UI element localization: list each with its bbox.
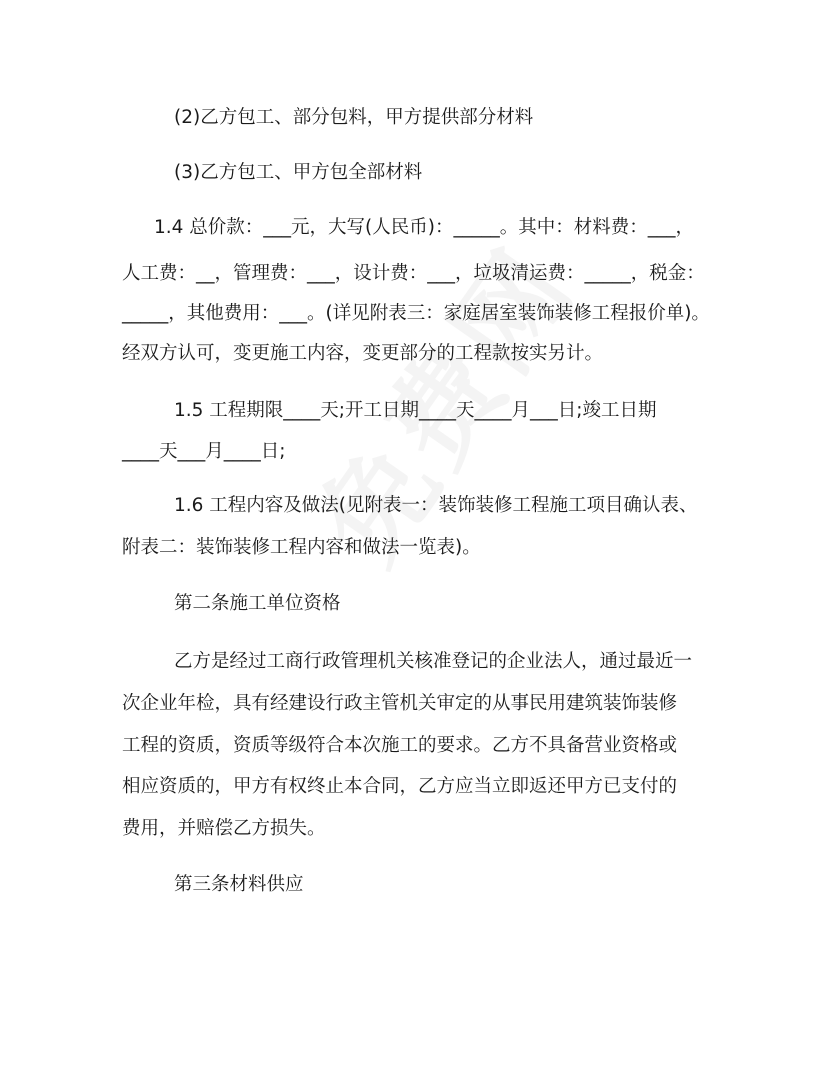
article-2-para-line-1: 乙方是经过工商行政管理机关核准登记的企业法人，通过最近一 [174, 651, 693, 672]
article-2-para-line-5: 费用，并赔偿乙方损失。 [122, 818, 326, 839]
clause-1-4-line-4: 经双方认可，变更施工内容，变更部分的工程款按实另计。 [122, 343, 604, 364]
clause-1-4-line-2: 人工费：__，管理费：___，设计费：___，垃圾清运费：_____，税金： [122, 263, 705, 284]
clause-1-5-line-2: ____天___月____日; [122, 441, 286, 462]
article-2-heading: 第二条施工单位资格 [174, 593, 341, 614]
article-2-para-line-4: 相应资质的，甲方有权终止本合同，乙方应当立即返还甲方已支付的 [122, 776, 678, 797]
clause-1-4-line-1: 1.4 总价款：___元，大写(人民币)：_____。其中：材料费：___， [154, 217, 694, 238]
contract-option-2: (2)乙方包工、部分包料，甲方提供部分材料 [174, 107, 534, 128]
article-2-para-line-2: 次企业年检，具有经建设行政主管机关审定的从事民用建筑装饰装修 [122, 693, 678, 714]
clause-1-5-line-1: 1.5 工程期限____天;开工日期____天____月___日;竣工日期 [174, 400, 657, 421]
clause-1-6-line-2: 附表二：装饰装修工程内容和做法一览表)。 [122, 537, 481, 558]
article-2-para-line-3: 工程的资质，资质等级符合本次施工的要求。乙方不具备营业资格或 [122, 735, 678, 756]
clause-1-6-line-1: 1.6 工程内容及做法(见附表一：装饰装修工程施工项目确认表、 [174, 495, 698, 516]
contract-option-3: (3)乙方包工、甲方包全部材料 [174, 162, 423, 183]
clause-1-4-line-3: _____，其他费用：___。(详见附表三：家庭居室装饰装修工程报价单)。 [122, 303, 710, 324]
article-3-heading: 第三条材料供应 [174, 874, 304, 895]
